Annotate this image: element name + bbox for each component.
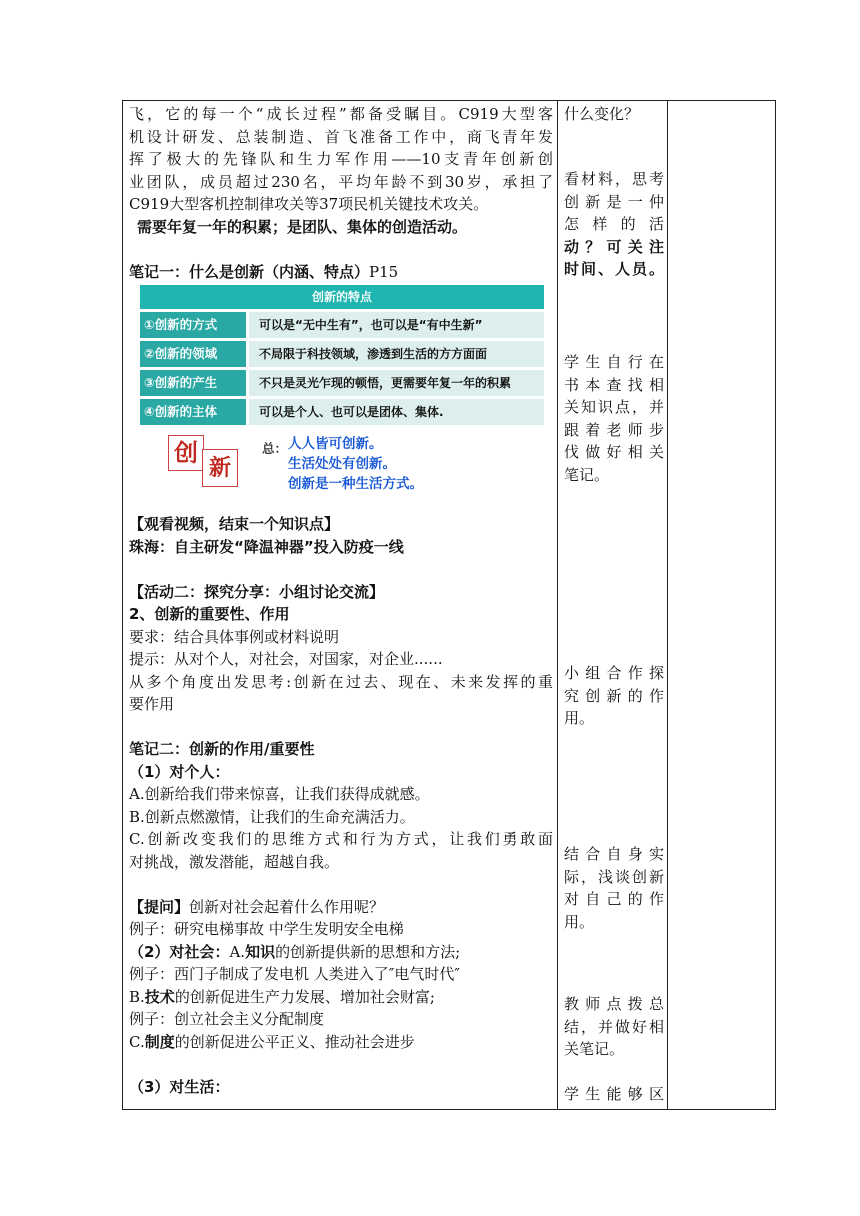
- text-line: 机设计研发、总装制造、首飞准备工作中，商飞青年发: [129, 127, 553, 146]
- text-line: C919大型客机控制律攻关等37项民机关键技术攻关。: [129, 195, 489, 213]
- society-b: B.技术的创新促进生产力发展、增加社会财富;: [129, 987, 435, 1006]
- text-line: C.创新改变我们的思维方式和行为方式，让我们勇敢面: [129, 830, 553, 848]
- student-note: 学生能够区: [564, 1085, 664, 1103]
- question-line: 【提问】创新对社会起着什么作用呢？: [129, 897, 385, 916]
- student-note: 看材料，思考 创新是一仲 怎样的活 动？可关注 时间、人员。: [564, 170, 664, 278]
- activity2-heading: 【活动二：探究分享：小组讨论交流】: [129, 582, 385, 601]
- column-divider: [667, 101, 668, 1109]
- text-line: 业团队，成员超过230名，平均年龄不到30岁，承担了: [129, 172, 553, 191]
- section2-title: 2、创新的重要性、作用: [129, 605, 290, 623]
- note2-heading: 笔记二：创新的作用/重要性: [129, 740, 315, 758]
- student-note: 教师点拨总 结，并做好相 关笔记。: [564, 995, 664, 1058]
- bold-summary: 需要年复一年的积累；是团队、集体的创造活动。: [137, 217, 468, 236]
- text-line: 从多个角度出发思考:创新在过去、现在、未来发挥的重: [129, 672, 553, 691]
- feature-row: ①创新的方式 可以是“无中生有”，也可以是“有中生新”: [140, 312, 544, 338]
- requirement: 要求：结合具体事例或材料说明: [129, 627, 340, 646]
- text-line: 例子：创立社会主义分配制度: [129, 1010, 325, 1028]
- hint: 提示：从对个人，对社会，对国家，对企业......: [129, 650, 443, 668]
- features-header: 创新的特点: [140, 285, 544, 309]
- text-line: 要作用: [129, 695, 175, 713]
- student-note: 结合自身实 际，浅谈创新 对自己的作 用。: [564, 845, 664, 931]
- lesson-table: [122, 100, 776, 1110]
- text-line: B.创新点燃激情，让我们的生命充满活力。: [129, 807, 415, 826]
- student-note: 什么变化？: [564, 105, 640, 123]
- features-summary: [140, 431, 544, 499]
- student-note: 小组合作探 究创新的作 用。: [564, 664, 664, 727]
- seal-chuang-icon: 创: [168, 435, 204, 471]
- feature-row: ④创新的主体 可以是个人、也可以是团体、集体.: [140, 399, 544, 425]
- text-line: 例子：西门子制成了发电机 人类进入了″电气时代″: [129, 965, 460, 983]
- video-title: 珠海：自主研发“降温神器”投入防疫一线: [129, 537, 404, 556]
- summary-text: 人人皆可创新。 生活处处有创新。 创新是一种生活方式。: [288, 436, 423, 492]
- feature-row: ②创新的领域 不局限于科技领域，渗透到生活的方方面面: [140, 341, 544, 367]
- text-line: 对挑战，激发潜能，超越自我。: [129, 852, 340, 871]
- innovation-features-figure: [140, 285, 544, 499]
- seal-xin-icon: 新: [202, 449, 238, 487]
- society-a: （2）对社会：A.知识的创新提供新的思想和方法;: [129, 942, 461, 961]
- video-heading: 【观看视频，结束一个知识点】: [129, 515, 340, 533]
- text-line: A.创新给我们带来惊喜，让我们获得成就感。: [129, 785, 430, 803]
- student-note: 学生自行在 书本查找相 关知识点，并 跟着老师步 伐做好相关 笔记。: [564, 353, 664, 484]
- note1-heading: 笔记一：什么是创新（内涵、特点）P15: [129, 262, 399, 281]
- summary-label: 总：: [262, 441, 288, 456]
- society-c: C.制度的创新促进公平正义、推动社会进步: [129, 1032, 415, 1051]
- life-title: （3）对生活：: [129, 1077, 230, 1096]
- text-line: 挥了极大的先锋队和生力军作用——10支青年创新创: [129, 150, 553, 168]
- personal-title: （1）对个人：: [129, 762, 230, 781]
- feature-row: ③创新的产生 不只是灵光乍现的顿悟，更需要年复一年的积累: [140, 370, 544, 396]
- text-line: 例子：研究电梯事故 中学生发明安全电梯: [129, 920, 404, 938]
- text-line: 飞，它的每一个“成长过程”都备受瞩目。C919大型客: [129, 105, 553, 123]
- teaching-content-column: [129, 103, 553, 1098]
- column-divider: [557, 101, 558, 1109]
